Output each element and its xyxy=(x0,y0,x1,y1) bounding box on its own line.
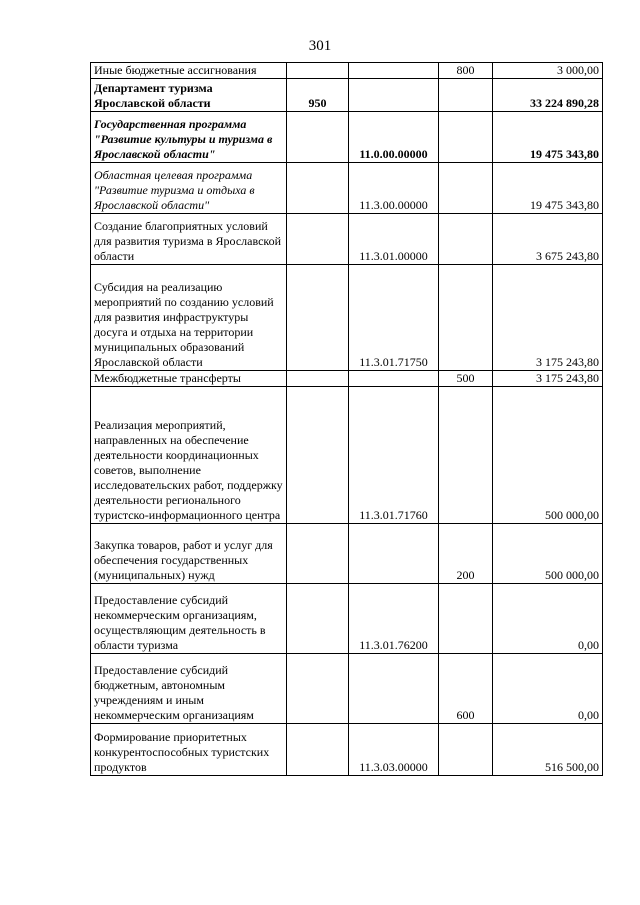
row-ministry-code xyxy=(287,654,349,724)
row-name: Реализация мероприятий, направленных на обеспечение деятельности координационных советов, выполнение исследовательских работ, поддержку деятельности регионального туристско-информационного центра xyxy=(91,387,287,524)
table-row xyxy=(91,387,603,524)
row-target-article-code xyxy=(349,79,439,112)
row-expense-type-code xyxy=(439,214,493,265)
table-row xyxy=(91,79,603,112)
row-amount: 19 475 343,80 xyxy=(493,163,603,214)
budget-table xyxy=(90,62,603,776)
row-name: Областная целевая программа "Развитие туризма и отдыха в Ярославской области" xyxy=(91,163,287,214)
row-ministry-code xyxy=(287,214,349,265)
table-row xyxy=(91,112,603,163)
row-expense-type-code xyxy=(439,387,493,524)
row-expense-type-code: 600 xyxy=(439,654,493,724)
row-amount: 3 175 243,80 xyxy=(493,371,603,387)
row-name: Государственная программа "Развитие культуры и туризма в Ярославской области" xyxy=(91,112,287,163)
row-ministry-code xyxy=(287,387,349,524)
row-target-article-code: 11.0.00.00000 xyxy=(349,112,439,163)
row-target-article-code xyxy=(349,371,439,387)
table-row xyxy=(91,584,603,654)
table-row xyxy=(91,265,603,371)
row-name: Субсидия на реализацию мероприятий по созданию условий для развития инфраструктуры досуга и отдыха на территории муниципальных образований Ярославской области xyxy=(91,265,287,371)
row-ministry-code xyxy=(287,63,349,79)
row-name: Предоставление субсидий некоммерческим организациям, осуществляющим деятельность в области туризма xyxy=(91,584,287,654)
row-expense-type-code xyxy=(439,265,493,371)
row-ministry-code xyxy=(287,112,349,163)
row-ministry-code xyxy=(287,724,349,776)
row-target-article-code: 11.3.01.71760 xyxy=(349,387,439,524)
table-row xyxy=(91,724,603,776)
row-ministry-code xyxy=(287,584,349,654)
row-name: Иные бюджетные ассигнования xyxy=(91,63,287,79)
row-target-article-code xyxy=(349,524,439,584)
row-amount: 500 000,00 xyxy=(493,524,603,584)
row-expense-type-code xyxy=(439,79,493,112)
row-target-article-code xyxy=(349,63,439,79)
row-amount: 0,00 xyxy=(493,584,603,654)
table-row xyxy=(91,63,603,79)
row-target-article-code: 11.3.01.76200 xyxy=(349,584,439,654)
table-row xyxy=(91,163,603,214)
row-ministry-code xyxy=(287,524,349,584)
row-expense-type-code xyxy=(439,724,493,776)
row-amount: 500 000,00 xyxy=(493,387,603,524)
row-ministry-code xyxy=(287,265,349,371)
row-name: Межбюджетные трансферты xyxy=(91,371,287,387)
row-expense-type-code: 200 xyxy=(439,524,493,584)
row-expense-type-code xyxy=(439,584,493,654)
row-name: Закупка товаров, работ и услуг для обеспечения государственных (муниципальных) нужд xyxy=(91,524,287,584)
row-ministry-code xyxy=(287,163,349,214)
row-name: Предоставление субсидий бюджетным, автономным учреждениям и иным некоммерческим организациям xyxy=(91,654,287,724)
table-row xyxy=(91,371,603,387)
row-amount: 516 500,00 xyxy=(493,724,603,776)
row-expense-type-code: 500 xyxy=(439,371,493,387)
row-expense-type-code xyxy=(439,112,493,163)
table-row xyxy=(91,214,603,265)
row-name: Создание благоприятных условий для развития туризма в Ярославской области xyxy=(91,214,287,265)
row-name: Формирование приоритетных конкурентоспособных туристских продуктов xyxy=(91,724,287,776)
row-amount: 3 000,00 xyxy=(493,63,603,79)
row-expense-type-code: 800 xyxy=(439,63,493,79)
row-target-article-code xyxy=(349,654,439,724)
row-ministry-code: 950 xyxy=(287,79,349,112)
row-amount: 19 475 343,80 xyxy=(493,112,603,163)
row-expense-type-code xyxy=(439,163,493,214)
row-amount: 33 224 890,28 xyxy=(493,79,603,112)
row-amount: 0,00 xyxy=(493,654,603,724)
table-row xyxy=(91,524,603,584)
row-ministry-code xyxy=(287,371,349,387)
row-target-article-code: 11.3.01.71750 xyxy=(349,265,439,371)
row-target-article-code: 11.3.01.00000 xyxy=(349,214,439,265)
page-number: 301 xyxy=(308,38,332,54)
row-target-article-code: 11.3.00.00000 xyxy=(349,163,439,214)
row-target-article-code: 11.3.03.00000 xyxy=(349,724,439,776)
row-amount: 3 175 243,80 xyxy=(493,265,603,371)
row-name: Департамент туризма Ярославской области xyxy=(91,79,287,112)
table-row xyxy=(91,654,603,724)
row-amount: 3 675 243,80 xyxy=(493,214,603,265)
